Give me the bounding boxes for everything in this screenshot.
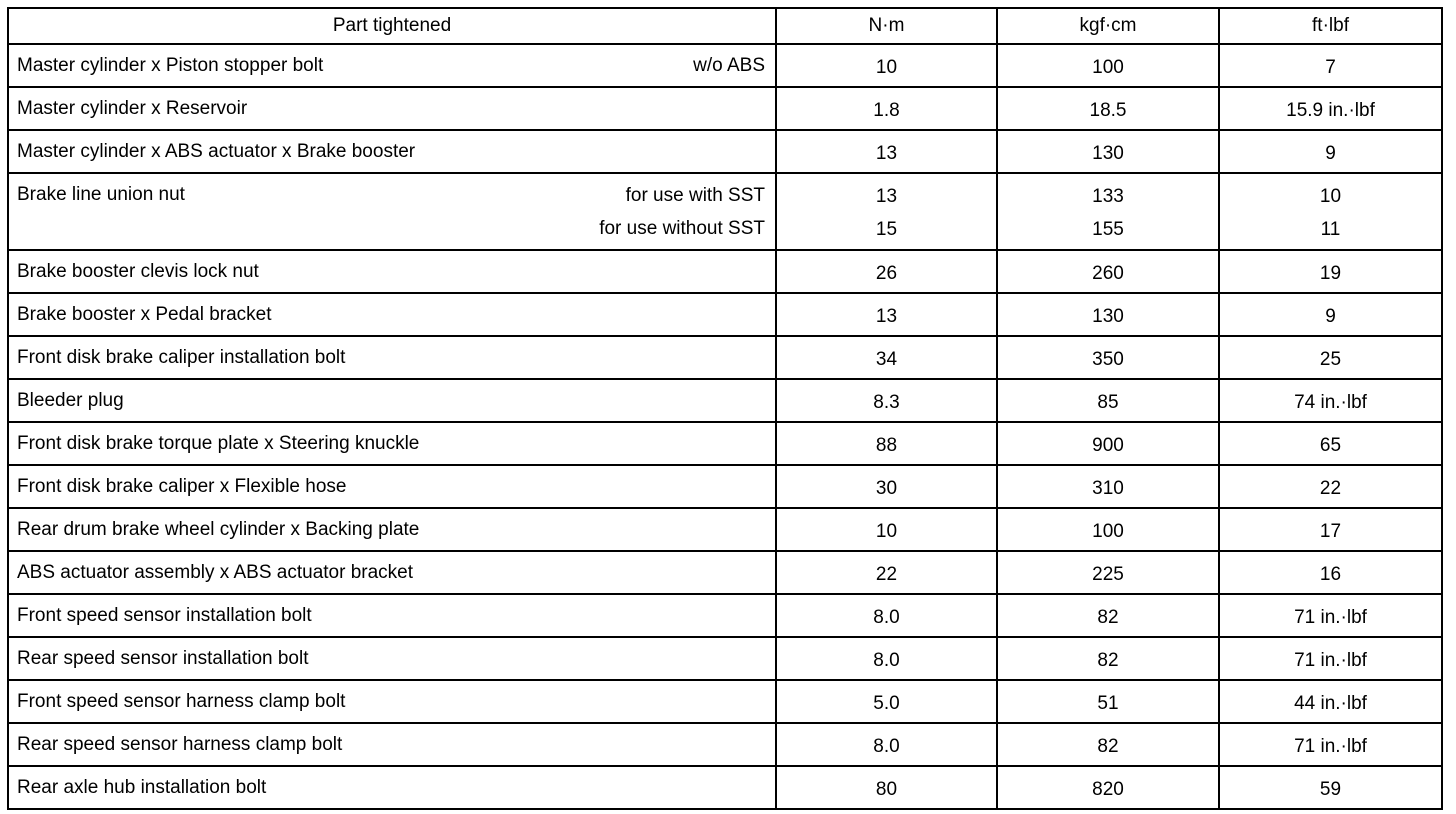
ftlbf-cell-value: 17 bbox=[1319, 521, 1342, 542]
nm-cell-value: 13 bbox=[875, 143, 898, 164]
nm-cell bbox=[776, 293, 997, 336]
kgfcm-cell-value: 85 bbox=[1097, 392, 1119, 413]
part-name: Brake line union nut bbox=[17, 184, 185, 205]
part-cell bbox=[8, 594, 776, 637]
nm-cell-value: 8.0 bbox=[873, 736, 900, 757]
part-name: Brake booster x Pedal bracket bbox=[17, 304, 272, 325]
table-row bbox=[8, 465, 1442, 508]
part-cell bbox=[8, 379, 776, 422]
nm-cell-value: 5.0 bbox=[873, 693, 900, 714]
kgfcm-cell bbox=[997, 44, 1219, 87]
part-cell bbox=[8, 173, 776, 250]
part-name: Brake booster clevis lock nut bbox=[17, 261, 259, 282]
ftlbf-cell-value: 15.9 in.·lbf bbox=[1286, 100, 1375, 121]
table-row bbox=[8, 723, 1442, 766]
ftlbf-cell bbox=[1219, 250, 1442, 293]
ftlbf-cell bbox=[1219, 551, 1442, 594]
ftlbf-cell-value: 11 bbox=[1320, 219, 1341, 240]
part-name: Rear speed sensor harness clamp bolt bbox=[17, 734, 343, 755]
nm-cell-value: 1.8 bbox=[873, 100, 900, 121]
ftlbf-cell bbox=[1219, 379, 1442, 422]
kgfcm-cell-value: 350 bbox=[1092, 349, 1124, 370]
kgfcm-cell-value: 130 bbox=[1092, 143, 1124, 164]
kgfcm-cell bbox=[997, 173, 1219, 250]
kgfcm-cell-value: 310 bbox=[1092, 478, 1124, 499]
kgfcm-cell-value: 260 bbox=[1092, 263, 1124, 284]
ftlbf-cell-value: 16 bbox=[1319, 564, 1342, 585]
header-part: Part tightened bbox=[8, 8, 776, 44]
kgfcm-cell bbox=[997, 637, 1219, 680]
table-row bbox=[8, 250, 1442, 293]
header-kgfcm: kgf·cm bbox=[997, 8, 1219, 44]
nm-cell-value: 22 bbox=[875, 564, 898, 585]
part-name: Master cylinder x ABS actuator x Brake booster bbox=[17, 141, 416, 162]
nm-cell-value: 80 bbox=[875, 779, 898, 800]
nm-cell bbox=[776, 250, 997, 293]
nm-cell-value: 15 bbox=[875, 219, 898, 240]
part-name: Bleeder plug bbox=[17, 390, 124, 411]
ftlbf-cell bbox=[1219, 87, 1442, 130]
ftlbf-cell-value: 71 in.·lbf bbox=[1294, 650, 1367, 671]
kgfcm-cell-value: 100 bbox=[1092, 521, 1124, 542]
part-name: Rear axle hub installation bolt bbox=[17, 777, 267, 798]
kgfcm-cell-value: 82 bbox=[1097, 650, 1119, 671]
part-cell bbox=[8, 465, 776, 508]
nm-cell bbox=[776, 637, 997, 680]
nm-cell-value: 13 bbox=[875, 306, 898, 327]
table-row bbox=[8, 44, 1442, 87]
nm-cell-value: 88 bbox=[875, 435, 898, 456]
part-name: Master cylinder x Reservoir bbox=[17, 98, 248, 119]
nm-cell bbox=[776, 87, 997, 130]
kgfcm-cell bbox=[997, 336, 1219, 379]
kgfcm-cell bbox=[997, 293, 1219, 336]
part-cell bbox=[8, 766, 776, 809]
ftlbf-cell bbox=[1219, 130, 1442, 173]
nm-cell bbox=[776, 465, 997, 508]
kgfcm-cell bbox=[997, 766, 1219, 809]
ftlbf-cell bbox=[1219, 173, 1442, 250]
part-cell bbox=[8, 87, 776, 130]
ftlbf-cell-value: 71 in.·lbf bbox=[1294, 736, 1367, 757]
nm-cell bbox=[776, 680, 997, 723]
part-name: Front disk brake caliper installation bolt bbox=[17, 347, 346, 368]
part-cell bbox=[8, 723, 776, 766]
part-cell bbox=[8, 250, 776, 293]
ftlbf-cell-value: 71 in.·lbf bbox=[1294, 607, 1367, 628]
kgfcm-cell bbox=[997, 250, 1219, 293]
part-name: Rear speed sensor installation bolt bbox=[17, 648, 309, 669]
table-row bbox=[8, 293, 1442, 336]
part-name: Master cylinder x Piston stopper bolt bbox=[17, 55, 324, 76]
table-row bbox=[8, 379, 1442, 422]
kgfcm-cell-value: 18.5 bbox=[1089, 100, 1127, 121]
kgfcm-cell bbox=[997, 130, 1219, 173]
part-cell bbox=[8, 551, 776, 594]
nm-cell-value: 8.3 bbox=[873, 392, 900, 413]
kgfcm-cell bbox=[997, 465, 1219, 508]
ftlbf-cell bbox=[1219, 44, 1442, 87]
nm-cell bbox=[776, 508, 997, 551]
ftlbf-cell bbox=[1219, 336, 1442, 379]
kgfcm-cell-value: 130 bbox=[1092, 306, 1124, 327]
part-cell bbox=[8, 44, 776, 87]
table-row bbox=[8, 87, 1442, 130]
table-row bbox=[8, 680, 1442, 723]
ftlbf-cell bbox=[1219, 723, 1442, 766]
table-row bbox=[8, 551, 1442, 594]
nm-cell-value: 34 bbox=[875, 349, 898, 370]
part-name: ABS actuator assembly x ABS actuator bracket bbox=[17, 562, 414, 583]
part-cell bbox=[8, 336, 776, 379]
kgfcm-cell bbox=[997, 723, 1219, 766]
kgfcm-cell bbox=[997, 680, 1219, 723]
kgfcm-cell-value: 82 bbox=[1097, 736, 1119, 757]
kgfcm-cell bbox=[997, 87, 1219, 130]
nm-cell bbox=[776, 336, 997, 379]
kgfcm-cell bbox=[997, 422, 1219, 465]
ftlbf-cell-value: 59 bbox=[1319, 779, 1342, 800]
ftlbf-cell-value: 10 bbox=[1319, 186, 1342, 207]
ftlbf-cell bbox=[1219, 293, 1442, 336]
table-row bbox=[8, 594, 1442, 637]
torque-spec-table bbox=[7, 7, 1443, 810]
part-condition: w/o ABS bbox=[693, 55, 765, 76]
kgfcm-cell-value: 133 bbox=[1092, 186, 1124, 207]
nm-cell bbox=[776, 766, 997, 809]
kgfcm-cell bbox=[997, 508, 1219, 551]
table-row bbox=[8, 173, 1442, 250]
part-cell bbox=[8, 422, 776, 465]
part-cell bbox=[8, 680, 776, 723]
ftlbf-cell-value: 65 bbox=[1319, 435, 1342, 456]
nm-cell-value: 30 bbox=[875, 478, 898, 499]
nm-cell bbox=[776, 551, 997, 594]
header-ftlbf: ft·lbf bbox=[1219, 8, 1442, 44]
ftlbf-cell-value: 9 bbox=[1325, 143, 1336, 164]
ftlbf-cell-value: 22 bbox=[1319, 478, 1342, 499]
header-nm: N·m bbox=[776, 8, 997, 44]
table-row bbox=[8, 422, 1442, 465]
ftlbf-cell bbox=[1219, 766, 1442, 809]
table-row bbox=[8, 637, 1442, 680]
nm-cell bbox=[776, 422, 997, 465]
ftlbf-cell bbox=[1219, 680, 1442, 723]
part-condition: for use with SST bbox=[625, 185, 765, 206]
table-row bbox=[8, 508, 1442, 551]
ftlbf-cell-value: 25 bbox=[1319, 349, 1342, 370]
kgfcm-cell-value: 82 bbox=[1097, 607, 1119, 628]
ftlbf-cell bbox=[1219, 422, 1442, 465]
kgfcm-cell-value: 155 bbox=[1092, 219, 1124, 240]
kgfcm-cell-value: 51 bbox=[1097, 693, 1119, 714]
part-name: Rear drum brake wheel cylinder x Backing plate bbox=[17, 519, 420, 540]
nm-cell bbox=[776, 44, 997, 87]
part-name: Front speed sensor harness clamp bolt bbox=[17, 691, 346, 712]
part-cell bbox=[8, 130, 776, 173]
kgfcm-cell-value: 900 bbox=[1092, 435, 1124, 456]
nm-cell-value: 13 bbox=[875, 186, 898, 207]
part-condition: for use without SST bbox=[599, 218, 765, 239]
kgfcm-cell-value: 820 bbox=[1092, 779, 1124, 800]
nm-cell bbox=[776, 594, 997, 637]
ftlbf-cell-value: 19 bbox=[1319, 263, 1342, 284]
table-body bbox=[8, 44, 1442, 809]
ftlbf-cell-value: 7 bbox=[1325, 57, 1336, 78]
table-row bbox=[8, 766, 1442, 809]
ftlbf-cell-value: 9 bbox=[1325, 306, 1336, 327]
ftlbf-cell bbox=[1219, 594, 1442, 637]
ftlbf-cell bbox=[1219, 465, 1442, 508]
nm-cell bbox=[776, 130, 997, 173]
ftlbf-cell-value: 74 in.·lbf bbox=[1294, 392, 1367, 413]
kgfcm-cell bbox=[997, 594, 1219, 637]
kgfcm-cell-value: 100 bbox=[1092, 57, 1124, 78]
kgfcm-cell-value: 225 bbox=[1092, 564, 1124, 585]
nm-cell bbox=[776, 173, 997, 250]
part-name: Front disk brake caliper x Flexible hose bbox=[17, 476, 347, 497]
ftlbf-cell bbox=[1219, 637, 1442, 680]
header-row bbox=[8, 8, 1442, 44]
nm-cell bbox=[776, 379, 997, 422]
nm-cell-value: 26 bbox=[875, 263, 898, 284]
nm-cell-value: 8.0 bbox=[873, 607, 900, 628]
ftlbf-cell bbox=[1219, 508, 1442, 551]
part-cell bbox=[8, 293, 776, 336]
part-cell bbox=[8, 637, 776, 680]
nm-cell bbox=[776, 723, 997, 766]
table-row bbox=[8, 336, 1442, 379]
kgfcm-cell bbox=[997, 551, 1219, 594]
kgfcm-cell bbox=[997, 379, 1219, 422]
nm-cell-value: 10 bbox=[875, 521, 898, 542]
table-row bbox=[8, 130, 1442, 173]
nm-cell-value: 8.0 bbox=[873, 650, 900, 671]
part-name: Front disk brake torque plate x Steering knuckle bbox=[17, 433, 420, 454]
part-name: Front speed sensor installation bolt bbox=[17, 605, 312, 626]
nm-cell-value: 10 bbox=[875, 57, 898, 78]
ftlbf-cell-value: 44 in.·lbf bbox=[1294, 693, 1367, 714]
part-cell bbox=[8, 508, 776, 551]
